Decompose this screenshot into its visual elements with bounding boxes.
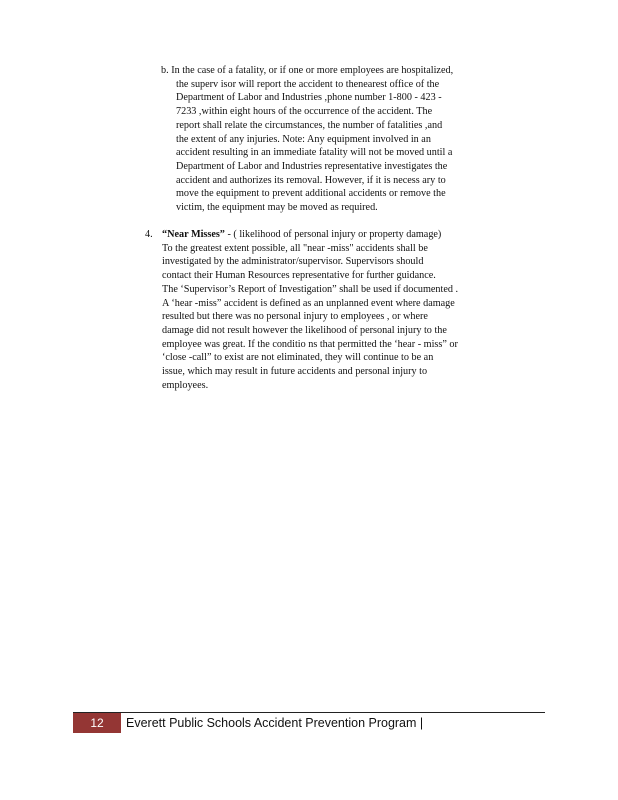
item-4-line-11: issue, which may result in future accidents and personal injury to	[162, 366, 428, 378]
item-4-line-3: investigated by the administrator/supervisor. Supervisors should	[162, 256, 424, 268]
item-b-line-11: victim, the equipment may be moved as required.	[176, 202, 378, 214]
item-b-line-8: Department of Labor and Industries representative investigates the	[176, 160, 448, 172]
item-b-line-9: accident and authorizes its removal. However, if it is necess ary to	[176, 174, 446, 186]
item-4-line-5: The ‘Supervisor’s Report of Investigation” shall be used if documented .	[162, 283, 459, 295]
item-b-line-7: accident resulting in an immediate fatality will not be moved until a	[176, 147, 453, 159]
footer-title: Everett Public Schools Accident Prevention Program |	[126, 716, 424, 730]
item-b-line-1: b. In the case of a fatality, or if one or more employees are hospitalized,	[161, 65, 454, 76]
item-4-line-12: employees.	[162, 379, 209, 391]
item-b-line-10: move the equipment to prevent additional accidents or remove the	[176, 188, 446, 200]
near-misses-heading: “Near Misses”	[162, 229, 225, 240]
item-4-line-7: resulted but there was no personal injury to employees , or where	[162, 311, 428, 323]
item-4-paragraph	[162, 228, 539, 392]
footer-page-number: 12	[90, 716, 104, 730]
item-4-line-2: To the greatest extent possible, all "near -miss" accidents shall be	[162, 242, 428, 254]
item-4-line-8: damage did not result however the likelihood of personal injury to the	[162, 324, 447, 336]
item-b-line-6: the extent of any injuries. Note: Any equipment involved in an	[176, 133, 431, 145]
item-b-line-2: the superv isor will report the accident to thenearest office of the	[176, 78, 440, 90]
item-4-line-6: A ‘hear -miss” accident is defined as an unplanned event where damage	[162, 297, 455, 309]
item-b-paragraph	[161, 64, 535, 215]
item-b-line-5: report shall relate the circumstances, the number of fatalities ,and	[176, 119, 443, 131]
item-4-first-line	[162, 228, 539, 242]
item-b-line-3: Department of Labor and Industries ,phone number 1-800 - 423 -	[176, 92, 442, 104]
item-4-first-line-rest: - ( likelihood of personal injury or property damage)	[224, 229, 442, 240]
item-4-line-9: employee was great. If the conditio ns that permitted the ‘hear - miss” or	[162, 338, 458, 350]
item-4-line-4: contact their Human Resources representative for further guidance.	[162, 270, 436, 282]
item-b-line-4: 7233 ,within eight hours of the occurrence of the accident. The	[176, 106, 433, 118]
item-4-number: 4.	[145, 229, 153, 240]
item-4-line-10: ‘close -call” to exist are not eliminated, they will continue to be an	[162, 352, 434, 364]
